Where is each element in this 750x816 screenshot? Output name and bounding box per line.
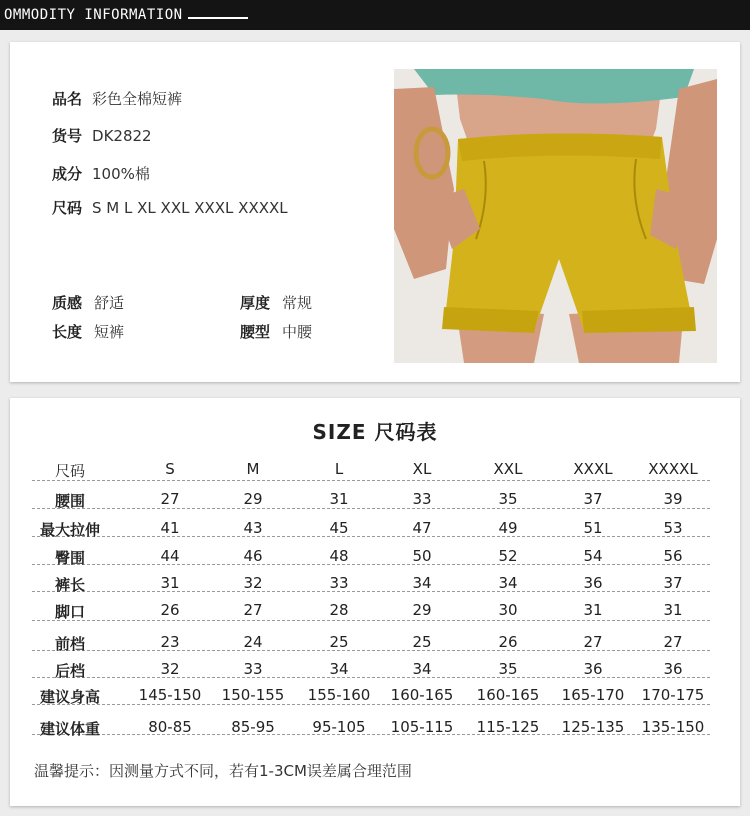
table-header-size: XXXL [573, 460, 613, 478]
table-cell: 34 [412, 574, 432, 592]
table-cell: 41 [160, 519, 180, 537]
table-header-size: M [246, 460, 260, 478]
table-cell: 26 [160, 601, 180, 619]
table-cell: 31 [160, 574, 180, 592]
attr-texture: 质感 舒适 [52, 294, 125, 312]
table-cell: 31 [329, 490, 349, 508]
table-cell: 54 [583, 547, 603, 565]
table-cell: 31 [583, 601, 603, 619]
table-cell: 39 [663, 490, 683, 508]
table-row-label: 腰围 [54, 492, 85, 510]
table-cell: 43 [243, 519, 263, 537]
table-cell: 29 [412, 601, 432, 619]
table-cell: 160-165 [390, 686, 454, 704]
size-chart-title: SIZE 尺码表 [312, 420, 438, 444]
table-row-divider [32, 704, 710, 705]
table-cell: 33 [329, 574, 349, 592]
table-cell: 35 [498, 660, 518, 678]
table-cell: 45 [329, 519, 349, 537]
header-bar [0, 0, 750, 30]
info-row-material: 成分 100%棉 [52, 165, 150, 183]
table-cell: 36 [583, 574, 603, 592]
table-row-label: 最大拉伸 [39, 521, 100, 539]
table-cell: 28 [329, 601, 349, 619]
attr-length: 长度 短裤 [52, 323, 125, 341]
table-header-size: L [334, 460, 344, 478]
table-cell: 27 [663, 633, 683, 651]
table-cell: 170-175 [641, 686, 705, 704]
table-cell: 25 [329, 633, 349, 651]
table-cell: 34 [329, 660, 349, 678]
table-row-label: 建议体重 [39, 720, 100, 738]
size-chart-card [10, 398, 740, 806]
table-cell: 47 [412, 519, 432, 537]
table-cell: 23 [160, 633, 180, 651]
table-cell: 150-155 [221, 686, 285, 704]
info-row-name: 品名 彩色全棉短裤 [52, 90, 183, 108]
table-cell: 36 [583, 660, 603, 678]
table-cell: 24 [243, 633, 263, 651]
table-cell: 165-170 [561, 686, 625, 704]
table-cell: 85-95 [231, 718, 275, 736]
table-cell: 33 [412, 490, 432, 508]
table-cell: 35 [498, 490, 518, 508]
table-cell: 46 [243, 547, 263, 565]
table-row-label: 建议身高 [39, 688, 100, 706]
table-cell: 51 [583, 519, 603, 537]
table-cell: 37 [663, 574, 683, 592]
table-cell: 80-85 [148, 718, 192, 736]
table-row-divider [32, 508, 710, 509]
table-cell: 52 [498, 547, 518, 565]
table-cell: 56 [663, 547, 683, 565]
attr-thickness: 厚度 常规 [240, 294, 313, 312]
table-row-label: 裤长 [54, 576, 85, 594]
info-row-sizes: 尺码 S M L XL XXL XXXL XXXXL [52, 199, 288, 217]
table-cell: 26 [498, 633, 518, 651]
table-cell: 32 [160, 660, 180, 678]
info-row-sku: 货号 DK2822 [52, 127, 152, 145]
table-cell: 115-125 [476, 718, 540, 736]
table-cell: 31 [663, 601, 683, 619]
table-row-label: 后档 [54, 662, 85, 680]
product-photo [394, 69, 717, 363]
header-accent-line [188, 17, 248, 19]
product-info-card [10, 42, 740, 382]
table-header-size: S [165, 460, 175, 478]
table-cell: 125-135 [561, 718, 625, 736]
table-cell: 53 [663, 519, 683, 537]
table-cell: 34 [498, 574, 518, 592]
table-row-divider [32, 620, 710, 621]
table-header-label: 尺码 [54, 462, 85, 480]
table-cell: 50 [412, 547, 432, 565]
table-cell: 27 [160, 490, 180, 508]
table-cell: 49 [498, 519, 518, 537]
table-cell: 44 [160, 547, 180, 565]
table-header-size: XXL [493, 460, 523, 478]
table-row-divider [32, 480, 710, 481]
table-cell: 145-150 [138, 686, 202, 704]
measurement-note: 温馨提示：因测量方式不同，若有1-3CM误差属合理范围 [34, 762, 412, 780]
table-cell: 32 [243, 574, 263, 592]
table-cell: 95-105 [312, 718, 366, 736]
table-row-label: 脚口 [54, 603, 85, 621]
table-header-size: XXXXL [648, 460, 698, 478]
table-cell: 135-150 [641, 718, 705, 736]
table-cell: 36 [663, 660, 683, 678]
table-header-size: XL [412, 460, 432, 478]
table-cell: 27 [243, 601, 263, 619]
header-title: OMMODITY INFORMATION [4, 7, 183, 23]
table-cell: 105-115 [390, 718, 454, 736]
table-cell: 37 [583, 490, 603, 508]
table-cell: 27 [583, 633, 603, 651]
shorts-illustration [394, 69, 717, 363]
table-row-label: 前档 [54, 635, 85, 653]
table-cell: 30 [498, 601, 518, 619]
table-cell: 29 [243, 490, 263, 508]
table-cell: 34 [412, 660, 432, 678]
table-row-label: 臀围 [54, 549, 85, 567]
table-cell: 25 [412, 633, 432, 651]
attr-waist: 腰型 中腰 [240, 323, 313, 341]
table-cell: 33 [243, 660, 263, 678]
table-cell: 160-165 [476, 686, 540, 704]
table-cell: 48 [329, 547, 349, 565]
table-cell: 155-160 [307, 686, 371, 704]
